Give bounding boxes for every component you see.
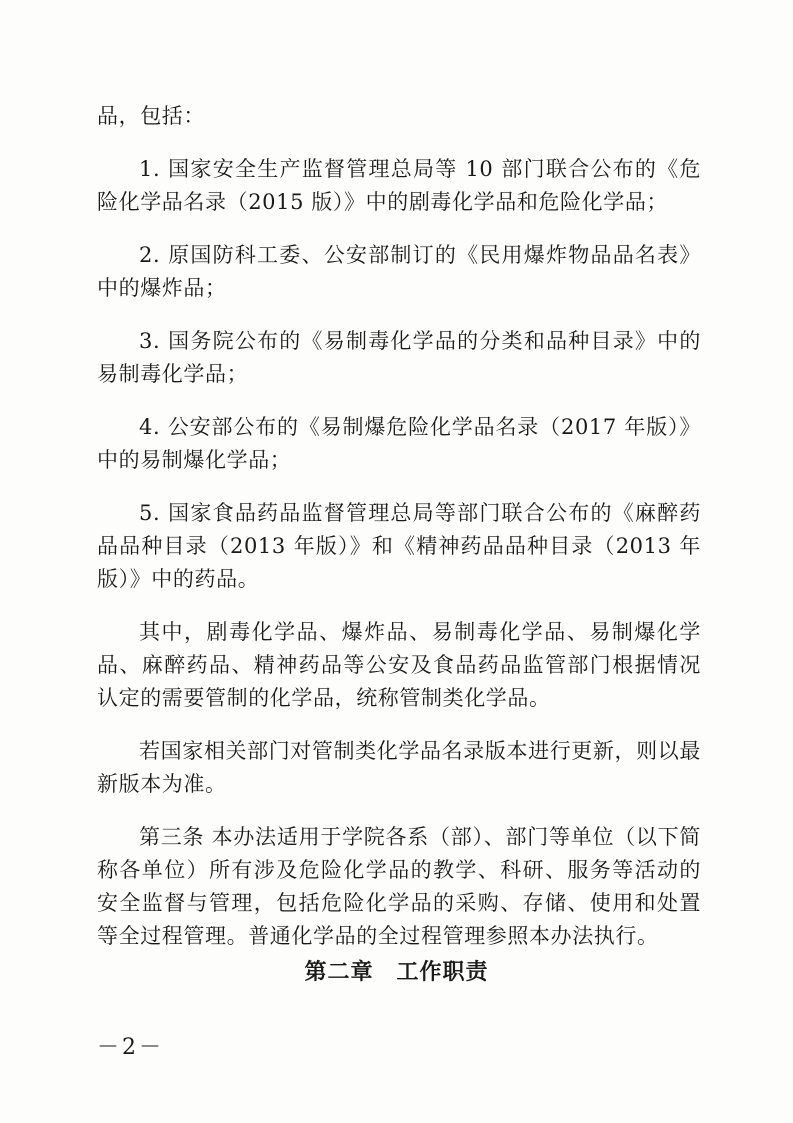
list-item-3: 3. 国务院公布的《易制毒化学品的分类和品种目录》中的易制毒化学品； [97, 329, 701, 386]
list-item-4: 4. 公安部公布的《易制爆危险化学品名录（2017 年版）》中的易制爆化学品； [97, 415, 701, 472]
article-three: 第三条 本办法适用于学院各系（部）、部门等单位（以下简称各单位）所有涉及危险化学品的教学、科研、服务等活动的安全监督与管理，包括危险化学品的采购、存储、使用和处置等全过程管理。普通化学品的全过程管理参照本办法执行。 [97, 825, 701, 948]
chapter-heading: 第二章 工作职责 [304, 960, 489, 985]
body-text [97, 100, 701, 973]
paragraph-controlled-chemicals: 其中，剧毒化学品、爆炸品、易制毒化学品、易制爆化学品、麻醉药品、精神药品等公安及食品药品监管部门根据情况认定的需要管制的化学品，统称管制类化学品。 [97, 620, 701, 710]
list-item-2: 2. 原国防科工委、公安部制订的《民用爆炸物品品名表》中的爆炸品； [97, 243, 701, 300]
list-item-5: 5. 国家食品药品监督管理总局等部门联合公布的《麻醉药品品种目录（2013 年版）》和《精神药品品种目录（2013 年版）》中的药品。 [97, 501, 701, 591]
page-number: －2－ [97, 1035, 164, 1060]
list-item-1: 1. 国家安全生产监督管理总局等 10 部门联合公布的《危险化学品名录（2015 版）》中的剧毒化学品和危险化学品； [97, 157, 701, 214]
paragraph-version-update: 若国家相关部门对管制类化学品名录版本进行更新，则以最新版本为准。 [97, 739, 701, 796]
paragraph-continuation: 品，包括： [97, 104, 205, 128]
